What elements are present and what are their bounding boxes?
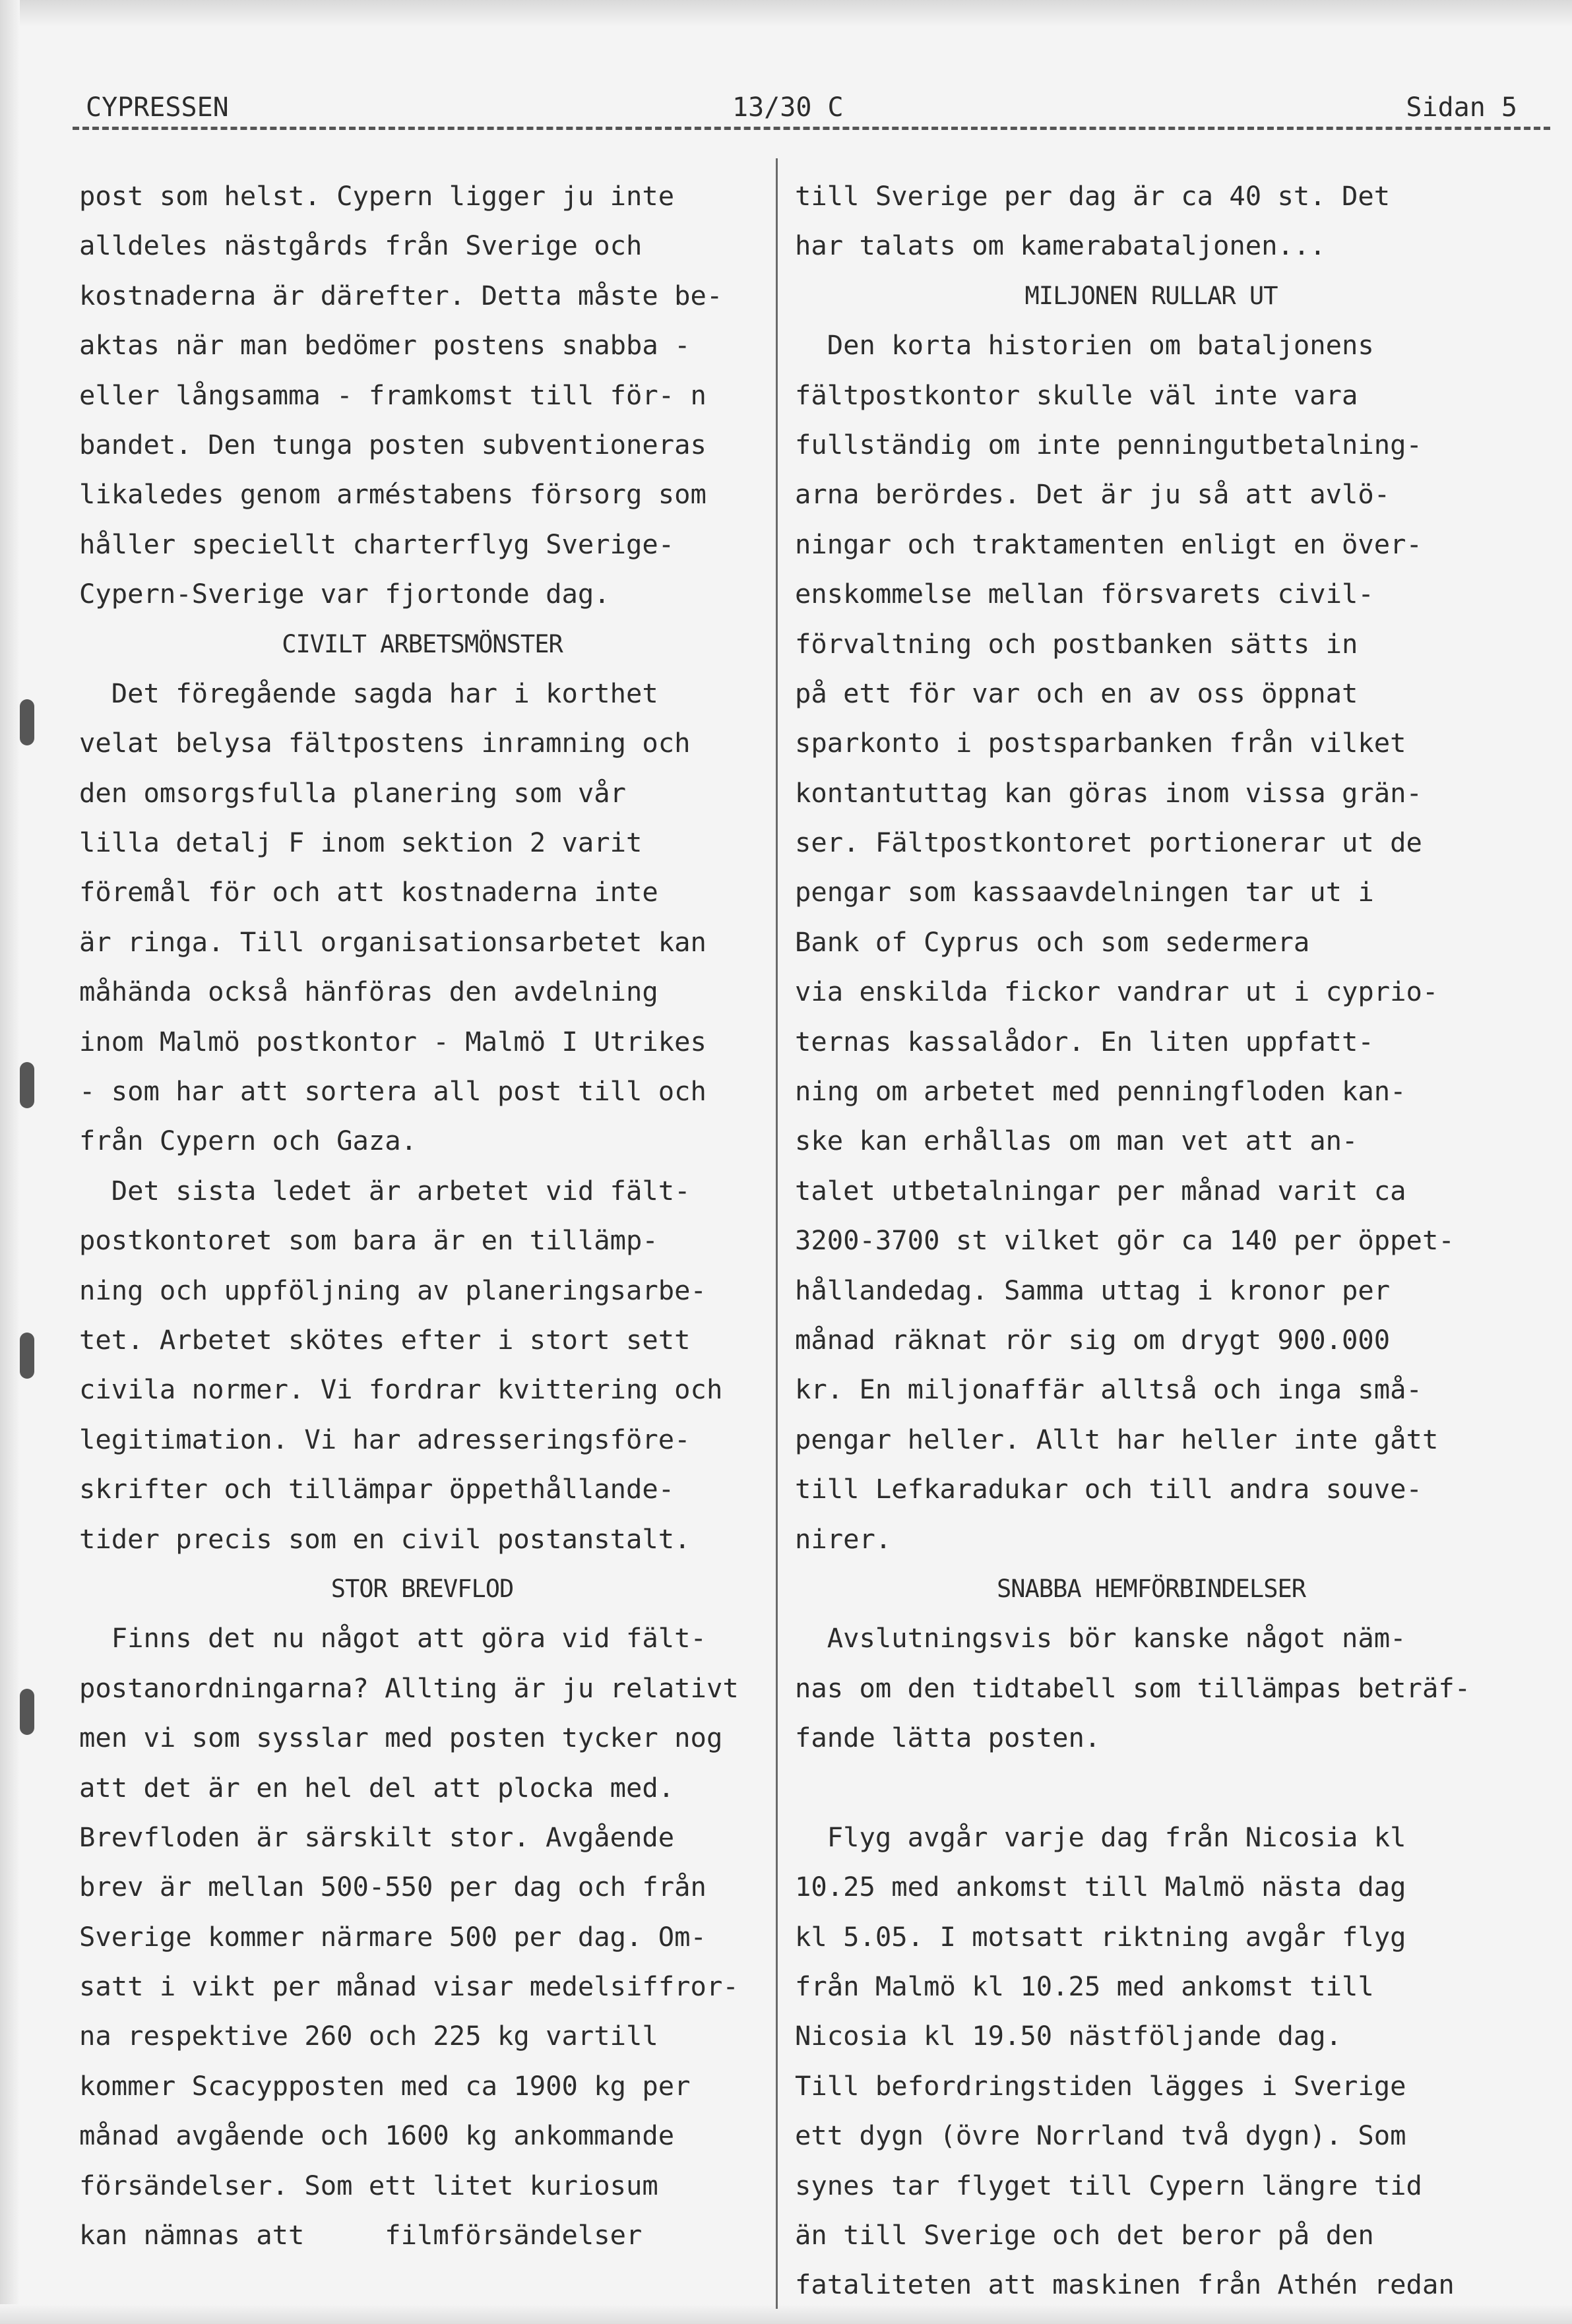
text-line: är ringa. Till organisationsarbetet kan [79, 926, 707, 958]
text-line: Sverige kommer närmare 500 per dag. Om- [79, 1920, 707, 1953]
text-line: eller långsamma - framkomst till för- n [79, 379, 707, 411]
text-line: Cypern-Sverige var fjortonde dag. [79, 578, 610, 610]
issue-number: 13/30 C [732, 92, 844, 123]
text-line: Avslutningsvis bör kanske något näm- [795, 1622, 1406, 1654]
text-line: fataliteten att maskinen från Athén redan [795, 2269, 1455, 2301]
text-line: postkontoret som bara är en tillämp- [79, 1224, 658, 1257]
text-line: fältpostkontor skulle väl inte vara [795, 379, 1358, 411]
text-line: aktas när man bedömer postens snabba - [79, 329, 691, 361]
text-line: skrifter och tillämpar öppethållande- [79, 1473, 675, 1505]
text-line: civila normer. Vi fordrar kvittering och [79, 1373, 723, 1406]
binder-hole-mark [20, 1333, 34, 1379]
text-line: måhända också hänföras den avdelning [79, 976, 658, 1008]
text-line: Den korta historien om bataljonens [795, 329, 1374, 361]
text-line: na respektive 260 och 225 kg vartill [79, 2020, 658, 2052]
binder-hole-mark [20, 1062, 34, 1108]
text-line: inom Malmö postkontor - Malmö I Utrikes [79, 1025, 707, 1057]
text-line: alldeles nästgårds från Sverige och [79, 230, 643, 262]
text-line: arna berördes. Det är ju så att avlö- [795, 478, 1391, 511]
page-edge-left [0, 0, 20, 2324]
text-line: ett dygn (övre Norrland två dygn). Som [795, 2120, 1406, 2152]
text-line: Finns det nu något att göra vid fält- [79, 1622, 707, 1654]
section-heading: SNABBA HEMFÖRBINDELSER [996, 1574, 1306, 1603]
text-line: hållandedag. Samma uttag i kronor per [795, 1274, 1391, 1306]
text-line: velat belysa fältpostens inramning och [79, 727, 691, 759]
page-edge-top [0, 0, 1572, 26]
text-line: fullständig om inte penningutbetalning- [795, 428, 1422, 460]
text-line: håller speciellt charterflyg Sverige- [79, 528, 675, 560]
column-divider [776, 158, 778, 2309]
page-number: Sidan 5 [1406, 92, 1517, 123]
text-line: 10.25 med ankomst till Malmö nästa dag [795, 1871, 1406, 1903]
text-line: post som helst. Cypern ligger ju inte [79, 180, 675, 212]
text-line: pengar heller. Allt har heller inte gått [795, 1423, 1439, 1455]
text-line: 3200-3700 st vilket gör ca 140 per öppet- [795, 1224, 1455, 1257]
text-line: Bank of Cyprus och som sedermera [795, 926, 1310, 958]
text-line: Nicosia kl 19.50 nästföljande dag. [795, 2020, 1342, 2052]
page-header [73, 92, 1550, 139]
text-line: postanordningarna? Allting är ju relativt [79, 1672, 739, 1704]
right-column [795, 172, 1507, 2310]
text-line: Till befordringstiden lägges i Sverige [795, 2069, 1406, 2102]
text-line: brev är mellan 500-550 per dag och från [79, 1871, 707, 1903]
text-line: nas om den tidtabell som tillämpas beträf- [795, 1672, 1471, 1704]
publication-title: CYPRESSEN [86, 92, 229, 123]
text-line: legitimation. Vi har adresseringsföre- [79, 1423, 691, 1455]
text-line: pengar som kassaavdelningen tar ut i [795, 876, 1374, 908]
text-line: försändelser. Som ett litet kuriosum [79, 2169, 658, 2201]
text-line: likaledes genom arméstabens försorg som [79, 478, 707, 511]
text-line: Flyg avgår varje dag från Nicosia kl [795, 1821, 1406, 1853]
text-line: från Malmö kl 10.25 med ankomst till [795, 1970, 1374, 2003]
text-line: kontantuttag kan göras inom vissa grän- [795, 776, 1422, 809]
section-heading: CIVILT ARBETSMÖNSTER [282, 629, 563, 658]
text-line: kr. En miljonaffär alltså och inga små- [795, 1373, 1422, 1406]
text-line: tet. Arbetet skötes efter i stort sett [79, 1323, 691, 1356]
text-line: Det föregående sagda har i korthet [79, 677, 658, 709]
text-line: nirer. [795, 1523, 892, 1555]
text-line: till Lefkaradukar och till andra souve- [795, 1473, 1422, 1505]
text-line: ske kan erhållas om man vet att an- [795, 1125, 1358, 1157]
text-line: kan nämnas att filmförsändelser [79, 2219, 643, 2251]
section-heading: STOR BREVFLOD [330, 1574, 514, 1603]
left-column [79, 172, 765, 2260]
text-line: Det sista ledet är arbetet vid fält- [79, 1174, 691, 1207]
header-rule [73, 127, 1550, 130]
text-line: förvaltning och postbanken sätts in [795, 627, 1358, 660]
section-heading: MILJONEN RULLAR UT [1024, 281, 1278, 310]
text-line: synes tar flyget till Cypern längre tid [795, 2169, 1422, 2201]
text-line: ser. Fältpostkontoret portionerar ut de [795, 827, 1422, 859]
text-line: sparkonto i postsparbanken från vilket [795, 727, 1406, 759]
text-line: lilla detalj F inom sektion 2 varit [79, 827, 643, 859]
text-line: Brevfloden är särskilt stor. Avgående [79, 1821, 675, 1853]
text-line: ning om arbetet med penningfloden kan- [795, 1075, 1406, 1108]
text-line: talet utbetalningar per månad varit ca [795, 1174, 1406, 1207]
text-line: fande lätta posten. [795, 1722, 1101, 1754]
text-line: via enskilda fickor vandrar ut i cyprio- [795, 976, 1439, 1008]
text-line: ning och uppföljning av planeringsarbe- [79, 1274, 707, 1306]
binder-hole-mark [20, 699, 34, 745]
text-line: föremål för och att kostnaderna inte [79, 876, 658, 908]
text-line: från Cypern och Gaza. [79, 1125, 418, 1157]
text-line: ningar och traktamenten enligt en över- [795, 528, 1422, 560]
text-line: men vi som sysslar med posten tycker nog [79, 1722, 723, 1754]
text-line: satt i vikt per månad visar medelsiffror- [79, 1970, 739, 2003]
text-line: att det är en hel del att plocka med. [79, 1771, 675, 1804]
text-line: månad avgående och 1600 kg ankommande [79, 2120, 675, 2152]
text-line: till Sverige per dag är ca 40 st. Det [795, 180, 1391, 212]
text-line: enskommelse mellan försvarets civil- [795, 578, 1374, 610]
text-line: kommer Scacypposten med ca 1900 kg per [79, 2069, 691, 2102]
binder-hole-mark [20, 1689, 34, 1735]
text-line: än till Sverige och det beror på den [795, 2219, 1374, 2251]
text-line: - som har att sortera all post till och [79, 1075, 707, 1108]
text-line: har talats om kamerabataljonen... [795, 230, 1326, 262]
text-line: kostnaderna är därefter. Detta måste be- [79, 279, 723, 311]
text-line [795, 1763, 1507, 1813]
text-line: kl 5.05. I motsatt riktning avgår flyg [795, 1920, 1406, 1953]
text-line: ternas kassalådor. En liten uppfatt- [795, 1025, 1374, 1057]
text-line: månad räknat rör sig om drygt 900.000 [795, 1323, 1391, 1356]
text-line: bandet. Den tunga posten subventioneras [79, 428, 707, 460]
text-line: den omsorgsfulla planering som vår [79, 776, 627, 809]
text-line: tider precis som en civil postanstalt. [79, 1523, 691, 1555]
text-line: på ett för var och en av oss öppnat [795, 677, 1358, 709]
